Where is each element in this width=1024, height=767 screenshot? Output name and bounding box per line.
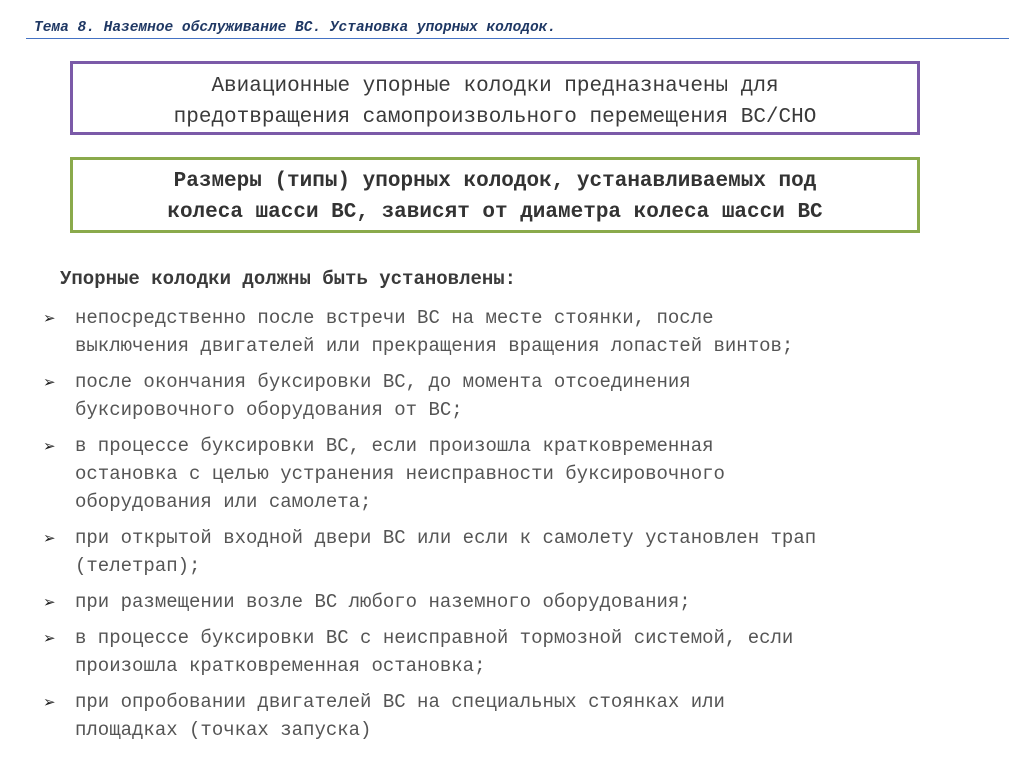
list-item-line: после окончания буксировки ВС, до момента отсоединения (75, 371, 691, 393)
arrow-bullet-icon: ➢ (43, 629, 56, 647)
list-item-line: остановка с целью устранения неисправности буксировочного (75, 463, 725, 485)
list-item-line: (телетрап); (75, 555, 201, 577)
list-item-line: оборудования или самолета; (75, 491, 372, 513)
purpose-line-2: предотвращения самопроизвольного перемещения ВС/СНО (173, 106, 817, 129)
list-item-line: площадках (точках запуска) (75, 719, 372, 741)
sizes-line-2: колеса шасси ВС, зависят от диаметра колеса шасси ВС (167, 201, 823, 224)
arrow-bullet-icon: ➢ (43, 309, 56, 327)
list-item (30, 588, 1005, 616)
list-item (30, 688, 1005, 744)
slide-title: Тема 8. Наземное обслуживание ВС. Установка упорных колодок. (34, 20, 557, 36)
list-heading: Упорные колодки должны быть установлены: (60, 268, 517, 290)
arrow-bullet-icon: ➢ (43, 593, 56, 611)
sizes-line-1: Размеры (типы) упорных колодок, устанавливаемых под (173, 170, 817, 193)
list-item-line: выключения двигателей или прекращения вращения лопастей винтов; (75, 335, 794, 357)
list-item-line: произошла кратковременная остановка; (75, 655, 486, 677)
arrow-bullet-icon: ➢ (43, 693, 56, 711)
list-item (30, 624, 1005, 680)
list-item-line: непосредственно после встречи ВС на месте стоянки, после (75, 307, 714, 329)
list-item-line: при размещении возле ВС любого наземного оборудования; (75, 591, 691, 613)
list-item-line: буксировочного оборудования от ВС; (75, 399, 463, 421)
title-divider (26, 38, 1009, 39)
purpose-box (70, 61, 920, 135)
requirements-list (30, 304, 1005, 752)
list-item (30, 524, 1005, 580)
arrow-bullet-icon: ➢ (43, 373, 56, 391)
list-item-line: при опробовании двигателей ВС на специальных стоянках или (75, 691, 725, 713)
sizes-box (70, 157, 920, 233)
list-item (30, 304, 1005, 360)
arrow-bullet-icon: ➢ (43, 529, 56, 547)
list-item-line: в процессе буксировки ВС, если произошла кратковременная (75, 435, 714, 457)
list-item-line: в процессе буксировки ВС с неисправной тормозной системой, если (75, 627, 794, 649)
list-item (30, 432, 1005, 516)
purpose-line-1: Авиационные упорные колодки предназначены для (211, 75, 779, 98)
arrow-bullet-icon: ➢ (43, 437, 56, 455)
list-item-line: при открытой входной двери ВС или если к самолету установлен трап (75, 527, 817, 549)
list-item (30, 368, 1005, 424)
